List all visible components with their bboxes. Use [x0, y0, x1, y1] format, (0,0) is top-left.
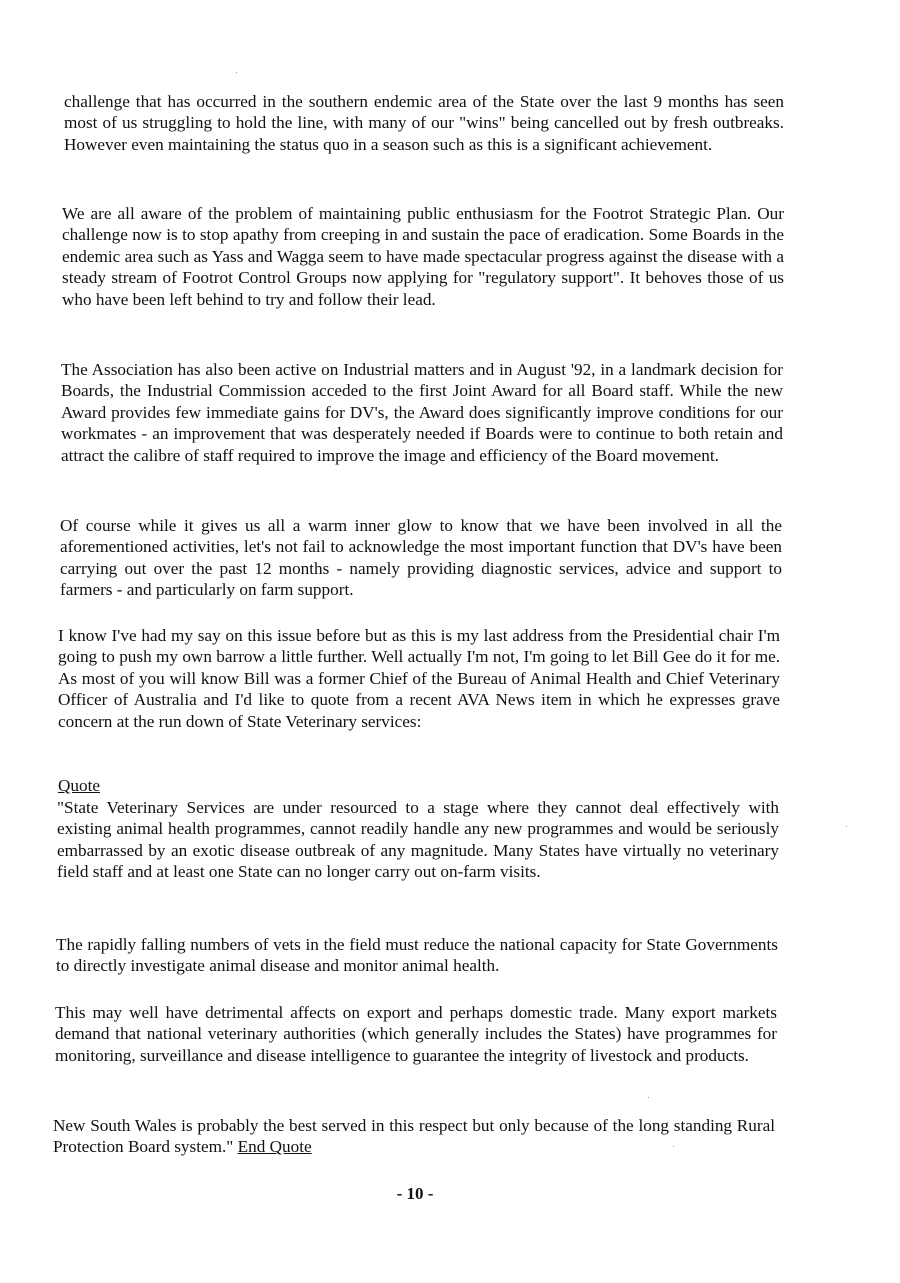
paragraph-4: Of course while it gives us all a warm inner glow to know that we have been involved in all the aforementioned activities, let's not fail to acknowledge the most important function that DV's have been carrying out over the past 12 months - namely providing diagnostic services, advice and support to farmers - and particularly on farm support.	[60, 516, 782, 600]
scan-speck	[236, 72, 237, 73]
final-paragraph	[53, 1115, 775, 1158]
scan-speck	[673, 1146, 674, 1147]
page-number: - 10 -	[396, 1184, 434, 1203]
paragraph-1: challenge that has occurred in the southern endemic area of the State over the last 9 months has seen most of us struggling to hold the line, with many of our "wins" being cancelled out by fresh outbreaks. However even maintaining the status quo in a season such as this is a significant achievement.	[64, 92, 784, 154]
quote-paragraph-2: The rapidly falling numbers of vets in the field must reduce the national capacity for State Governments to directly investigate animal disease and monitor animal health.	[56, 935, 778, 976]
paragraph-5: I know I've had my say on this issue before but as this is my last address from the Presidential chair I'm going to push my own barrow a little further. Well actually I'm not, I'm going to let Bill Gee do it for me. As most of you will know Bill was a former Chief of the Bureau of Animal Health and Chief Veterinary Officer of Australia and I'd like to quote from a recent AVA News item in which he expresses grave concern at the run down of State Veterinary services:	[58, 626, 780, 731]
quote-heading: Quote	[58, 776, 101, 795]
scan-speck	[846, 826, 847, 827]
end-quote-label: End Quote	[237, 1137, 312, 1157]
quote-paragraph-3: This may well have detrimental affects on export and perhaps domestic trade. Many export markets demand that national veterinary authorities (which generally includes the States) have programmes for monitoring, surveillance and disease intelligence to guarantee the integrity of livestock and products.	[55, 1003, 777, 1065]
paragraph-3: The Association has also been active on Industrial matters and in August '92, in a landmark decision for Boards, the Industrial Commission acceded to the first Joint Award for all Board staff. While the new Award provides few immediate gains for DV's, the Award does significantly improve conditions for our workmates - an improvement that was desperately needed if Boards were to continue to both retain and attract the calibre of staff required to improve the image and efficiency of the Board movement.	[61, 360, 783, 465]
scan-speck	[648, 1097, 649, 1098]
quote-paragraph-1: "State Veterinary Services are under resourced to a stage where they cannot deal effectively with existing animal health programmes, cannot readily handle any new programmes and would be seriously embarrassed by an exotic disease outbreak of any magnitude. Many States have virtually no veterinary field staff and at least one State can no longer carry out on-farm visits.	[57, 798, 779, 882]
final-paragraph-text: New South Wales is probably the best served in this respect but only because of the long standing Rural Protection Board system."	[53, 1116, 775, 1157]
paragraph-2: We are all aware of the problem of maintaining public enthusiasm for the Footrot Strategic Plan. Our challenge now is to stop apathy from creeping in and sustain the pace of eradication. Some Boards in the endemic area such as Yass and Wagga seem to have made spectacular progress against the disease with a steady stream of Footrot Control Groups now applying for "regulatory support". It behoves those of us who have been left behind to try and follow their lead.	[62, 204, 784, 309]
